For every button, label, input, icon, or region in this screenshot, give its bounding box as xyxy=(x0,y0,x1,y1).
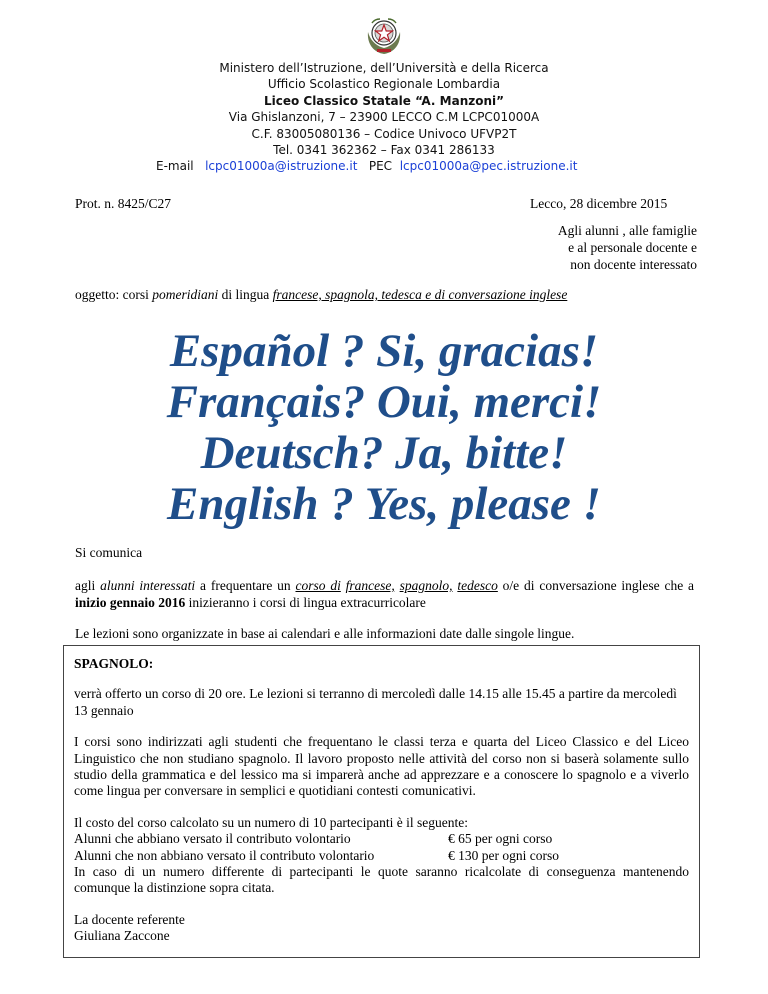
spanish-course-box xyxy=(63,645,700,958)
lessons-note: Le lezioni sono organizzate in base ai calendari e alle informazioni date dalle singole lingue. xyxy=(75,626,575,641)
email-label: E-mail xyxy=(156,159,194,174)
recipients xyxy=(558,222,697,273)
phone-line: Tel. 0341 362362 – Fax 0341 286133 xyxy=(273,143,495,158)
ministry-line: Ministero dell’Istruzione, dell’Università e della Ricerca xyxy=(219,61,549,75)
tax-code-line: C.F. 83005080136 – Codice Univoco UFVP2T xyxy=(251,126,517,141)
recipient-line: e al personale docente e xyxy=(568,240,697,255)
address-line: Via Ghislanzoni, 7 – 23900 LECCO C.M LCPC01000A xyxy=(228,110,540,125)
slogan-german: Deutsch? Ja, bitte! xyxy=(200,427,568,479)
course-title: SPAGNOLO: xyxy=(74,656,154,671)
pec-label: PEC xyxy=(368,159,393,174)
language-slogan xyxy=(0,326,768,530)
republic-emblem-icon xyxy=(364,14,404,56)
recipient-line: non docente interessato xyxy=(570,257,697,272)
announcement-paragraph: agli alunni interessati a frequentare un corso di francese, spagnolo, tedesco o/e di conversazione inglese che a inizio gennaio 2016 inizieranno i corsi di lingua extracurricolare xyxy=(75,578,695,610)
slogan-english: English ? Yes, please ! xyxy=(167,478,601,530)
recipient-line: Agli alunni , alle famiglie xyxy=(557,223,697,238)
course-costs: Il costo del corso calcolato su un numero di 10 partecipanti è il seguente: Alunni che abbiano versato il contributo volontario € 65 per ogni corso Alunni che non abbiano versato il contributo volontario € 130 per ogni corso In caso di un numero differente di partecipanti le quote saranno ricalcolate di conseguenza mantenendo comunque la distinzione sopra citata. xyxy=(74,814,689,896)
school-name: Liceo Classico Statale “A. Manzoni” xyxy=(263,93,505,108)
course-description: I corsi sono indirizzati agli studenti che frequentano le classi terza e quarta del Liceo Classico e del Liceo Linguistico che non studiano spagnolo. Il lavoro proposto nelle attività del corso non si baserà solamente sullo studio della grammatica e del lessico ma si imparerà anche ad apprezzare e a conoscere lo spagnolo e a viverlo come lingua per conversare in semplici e quotidiani contesti comunicativi. xyxy=(74,734,689,799)
pec-link[interactable]: lcpc01000a@pec.istruzione.it xyxy=(399,159,578,174)
school-header xyxy=(0,60,768,175)
subject-line: oggetto: corsi pomeridiani di lingua francese, spagnola, tedesca e di conversazione inglese xyxy=(75,287,568,302)
office-line: Ufficio Scolastico Regionale Lombardia xyxy=(267,77,501,92)
course-referente: La docente referente Giuliana Zaccone xyxy=(74,911,185,944)
slogan-spanish: Español ? Si, gracias! xyxy=(169,325,599,377)
course-schedule: verrà offerto un corso di 20 ore. Le lezioni si terranno di mercoledì dalle 14.15 alle 15.45 a partire da mercoledì 13 gennaio xyxy=(74,686,677,718)
protocol-number: Prot. n. 8425/C27 xyxy=(75,196,172,211)
email-line xyxy=(0,158,768,174)
document-date: Lecco, 28 dicembre 2015 xyxy=(530,196,668,211)
email-link[interactable]: lcpc01000a@istruzione.it xyxy=(205,159,358,174)
announcement-intro: Si comunica xyxy=(75,545,143,560)
referente-name: Giuliana Zaccone xyxy=(74,928,170,944)
slogan-french: Français? Oui, merci! xyxy=(166,376,602,428)
